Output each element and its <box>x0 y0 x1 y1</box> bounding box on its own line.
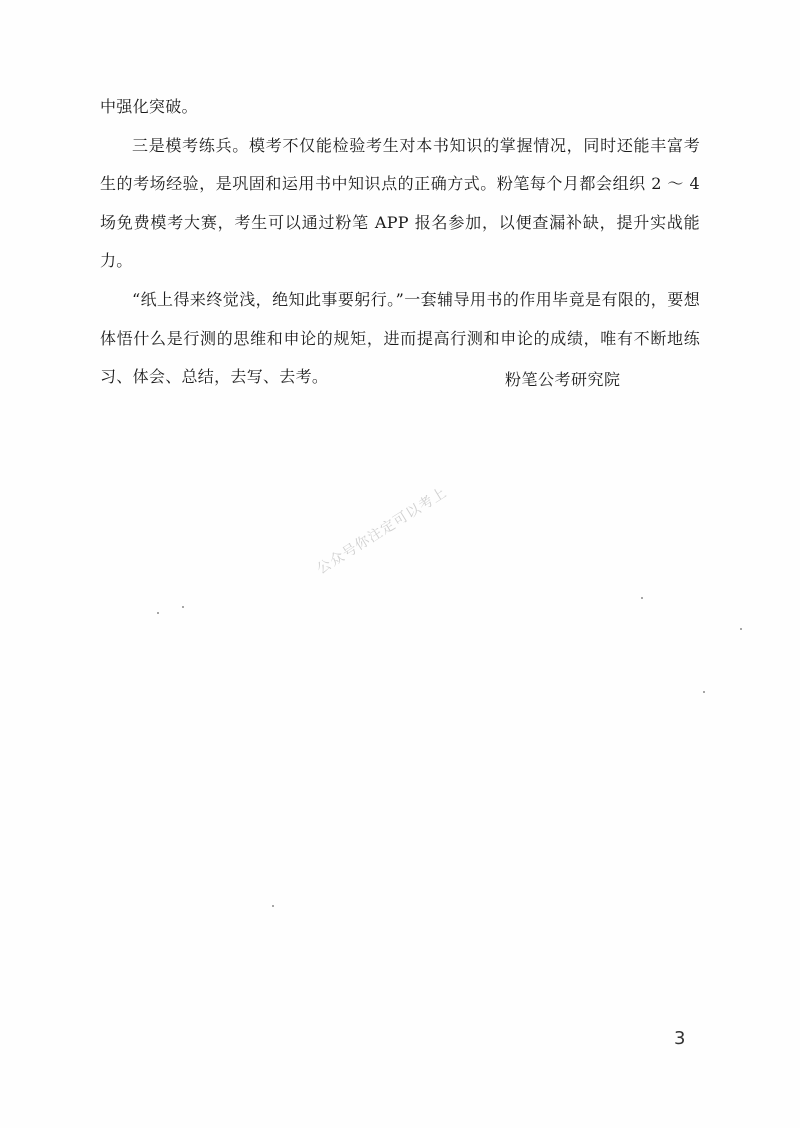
scan-speck <box>641 597 643 599</box>
watermark: 公众号你注定可以考上 <box>314 484 450 578</box>
scan-speck <box>182 606 184 608</box>
body-text <box>100 88 700 397</box>
paragraph-practice: “纸上得来终觉浅，绝知此事要躬行。”一套辅导用书的作用毕竟是有限的，要想体悟什么是行测的思维和申论的规矩，进而提高行测和申论的成绩，唯有不断地练习、体会、总结，去写、去考。 <box>100 289 700 387</box>
scan-speck <box>703 691 705 693</box>
scan-speck <box>157 612 159 614</box>
paragraph-mock-exam: 三是模考练兵。模考不仅能检验考生对本书知识的掌握情况，同时还能丰富考生的考场经验，是巩固和运用书中知识点的正确方式。粉笔每个月都会组织 2 ～ 4 场免费模考大赛，考生可以通过粉笔 APP 报名参加，以便查漏补缺，提升实战能力。 <box>100 135 700 271</box>
paragraph-continuation: 中强化突破。 <box>100 97 198 116</box>
signature: 粉笔公考研究院 <box>505 370 621 389</box>
scan-speck <box>740 628 742 630</box>
scan-speck <box>272 905 274 907</box>
page-number: 3 <box>674 1028 686 1049</box>
